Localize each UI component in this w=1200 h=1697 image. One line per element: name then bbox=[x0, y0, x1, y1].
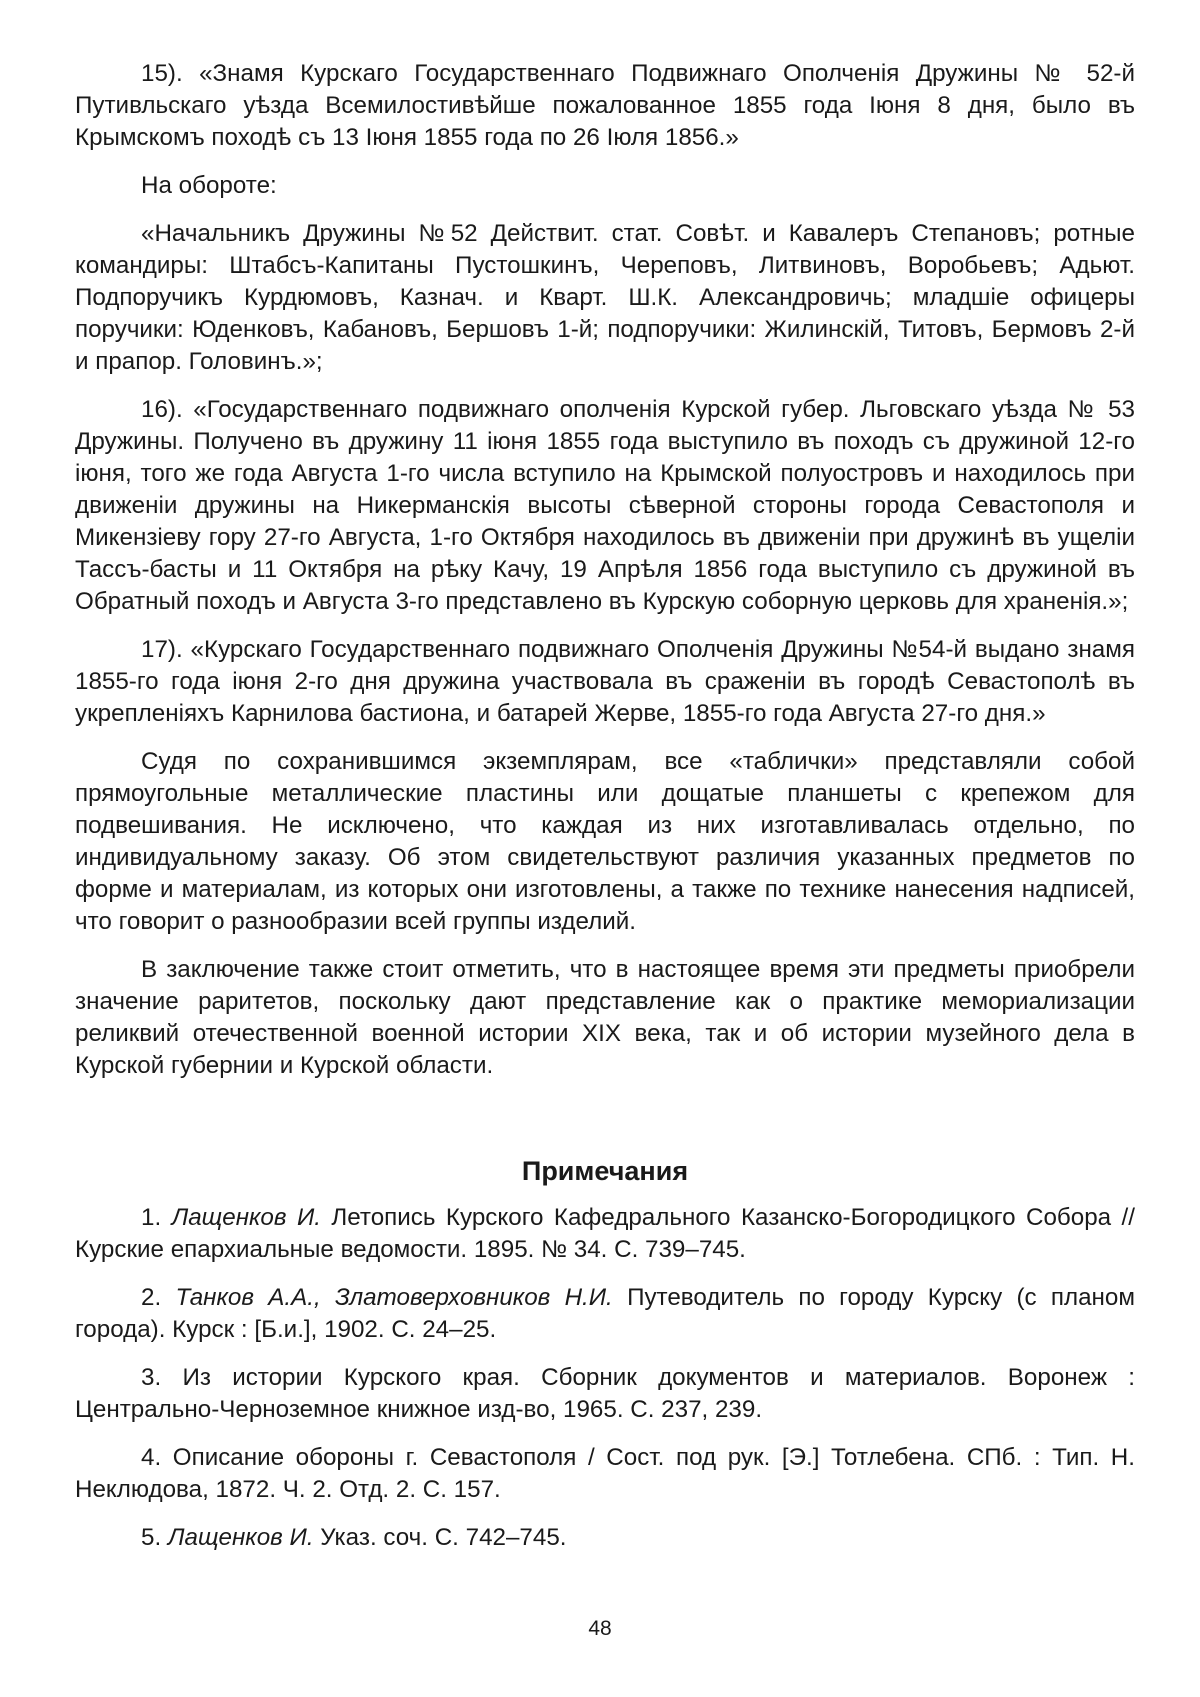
body-paragraph-banner-16: 16). «Государственнаго подвижнаго ополченія Курской губер. Льговскаго уѣзда № 53 Дружины. Получено въ дружину 11 іюня 1855 года выступило въ походъ съ дружиной 12-го іюня, того же года Августа 1-го числа вступило на Крымской полуостровъ и находилось при движеніи дружины на Никерманскія высоты сѣверной стороны города Севастополя и Микензіеву гору 27-го Августа, 1-го Октября находилось въ движеніи при дружинѣ въ ущеліи Тассъ-басты и 11 Октября на рѣку Качу, 19 Апрѣля 1856 года выступило съ дружиной въ Обратный походъ и Августа 3-го представлено въ Курскую соборную церковь для храненія.»; bbox=[75, 396, 1135, 615]
note-text: Путеводитель по городу Курску (с планом города). Курск : [Б.и.], 1902. С. 24–25. bbox=[75, 1284, 1135, 1343]
note-text: Летопись Курского Кафедрального Казанско-Богородицкого Собора // Курские епархиальные ведомости. 1895. № 34. С. 739–745. bbox=[75, 1204, 1135, 1263]
note-item-5 bbox=[75, 1522, 1135, 1554]
note-text: Указ. соч. С. 742–745. bbox=[320, 1524, 567, 1551]
body-paragraph-reverse-label: На обороте: bbox=[141, 172, 277, 199]
page-number: 48 bbox=[588, 1617, 612, 1640]
note-text: Описание обороны г. Севастополя / Сост. под рук. [Э.] Тотлебена. СПб. : Тип. Н. Неклюдова, 1872. Ч. 2. Отд. 2. С. 157. bbox=[75, 1444, 1135, 1503]
notes-heading: Примечания bbox=[521, 1156, 689, 1186]
body-paragraph-banner-15: 15). «Знамя Курскаго Государственнаго Подвижнаго Ополченія Дружины № 52-й Путивльскаго уѣзда Всемилостивѣйше пожалованное 1855 года Іюня 8 дня, было въ Крымскомъ походѣ съ 13 Іюня 1855 года по 26 Іюля 1856.» bbox=[75, 60, 1135, 151]
note-number: 4. bbox=[141, 1444, 162, 1471]
note-author: Танков А.А., Златоверховников Н.И. bbox=[175, 1284, 613, 1311]
note-author: Лащенков И. bbox=[171, 1204, 321, 1231]
note-author: Лащенков И. bbox=[167, 1524, 314, 1551]
note-number: 1. bbox=[141, 1204, 162, 1231]
page-content bbox=[75, 58, 1135, 1570]
note-item-4 bbox=[75, 1442, 1135, 1506]
body-paragraph-conclusion: В заключение также стоит отметить, что в настоящее время эти предметы приобрели значение раритетов, поскольку дают представление как о практике мемориализации реликвий отечественной военной истории XIX века, так и об истории музейного дела в Курской губернии и Курской области. bbox=[75, 956, 1135, 1079]
note-item-2 bbox=[75, 1282, 1135, 1346]
note-text: Из истории Курского края. Сборник документов и материалов. Воронеж : Центрально-Черноземное книжное изд-во, 1965. С. 237, 239. bbox=[75, 1364, 1135, 1423]
note-number: 5. bbox=[141, 1524, 162, 1551]
note-number: 2. bbox=[141, 1284, 162, 1311]
note-item-3 bbox=[75, 1362, 1135, 1426]
body-paragraph-reverse-text: «Начальникъ Дружины №52 Действит. стат. Совѣт. и Кавалеръ Степановъ; ротные командиры: Штабсъ-Капитаны Пустошкинъ, Череповъ, Литвиновъ, Воробьевъ; Адьют. Подпоручикъ Курдюмовъ, Казнач. и Кварт. Ш.К. Александровичь; младшіе офицеры поручики: Юденковъ, Кабановъ, Бершовъ 1-й; подпоручики: Жилинскій, Титовъ, Бермовъ 2-й и прапор. Головинъ.»; bbox=[75, 220, 1135, 375]
note-item-1 bbox=[75, 1202, 1135, 1266]
body-paragraph-plaques: Судя по сохранившимся экземплярам, все «таблички» представляли собой прямоугольные металлические пластины или дощатые планшеты с крепежом для подвешивания. Не исключено, что каждая из них изготавливалась отдельно, по индивидуальному заказу. Об этом свидетельствуют различия указанных предметов по форме и материалам, из которых они изготовлены, а также по технике нанесения надписей, что говорит о разнообразии всей группы изделий. bbox=[75, 748, 1135, 935]
note-number: 3. bbox=[141, 1364, 162, 1391]
body-paragraph-banner-17: 17). «Курскаго Государственнаго подвижнаго Ополченія Дружины №54-й выдано знамя 1855-го года іюня 2-го дня дружина участвовала въ сраженіи въ городѣ Севастополѣ въ укрепленіяхъ Карнилова бастиона, и батарей Жерве, 1855-го года Августа 27-го дня.» bbox=[75, 636, 1135, 727]
